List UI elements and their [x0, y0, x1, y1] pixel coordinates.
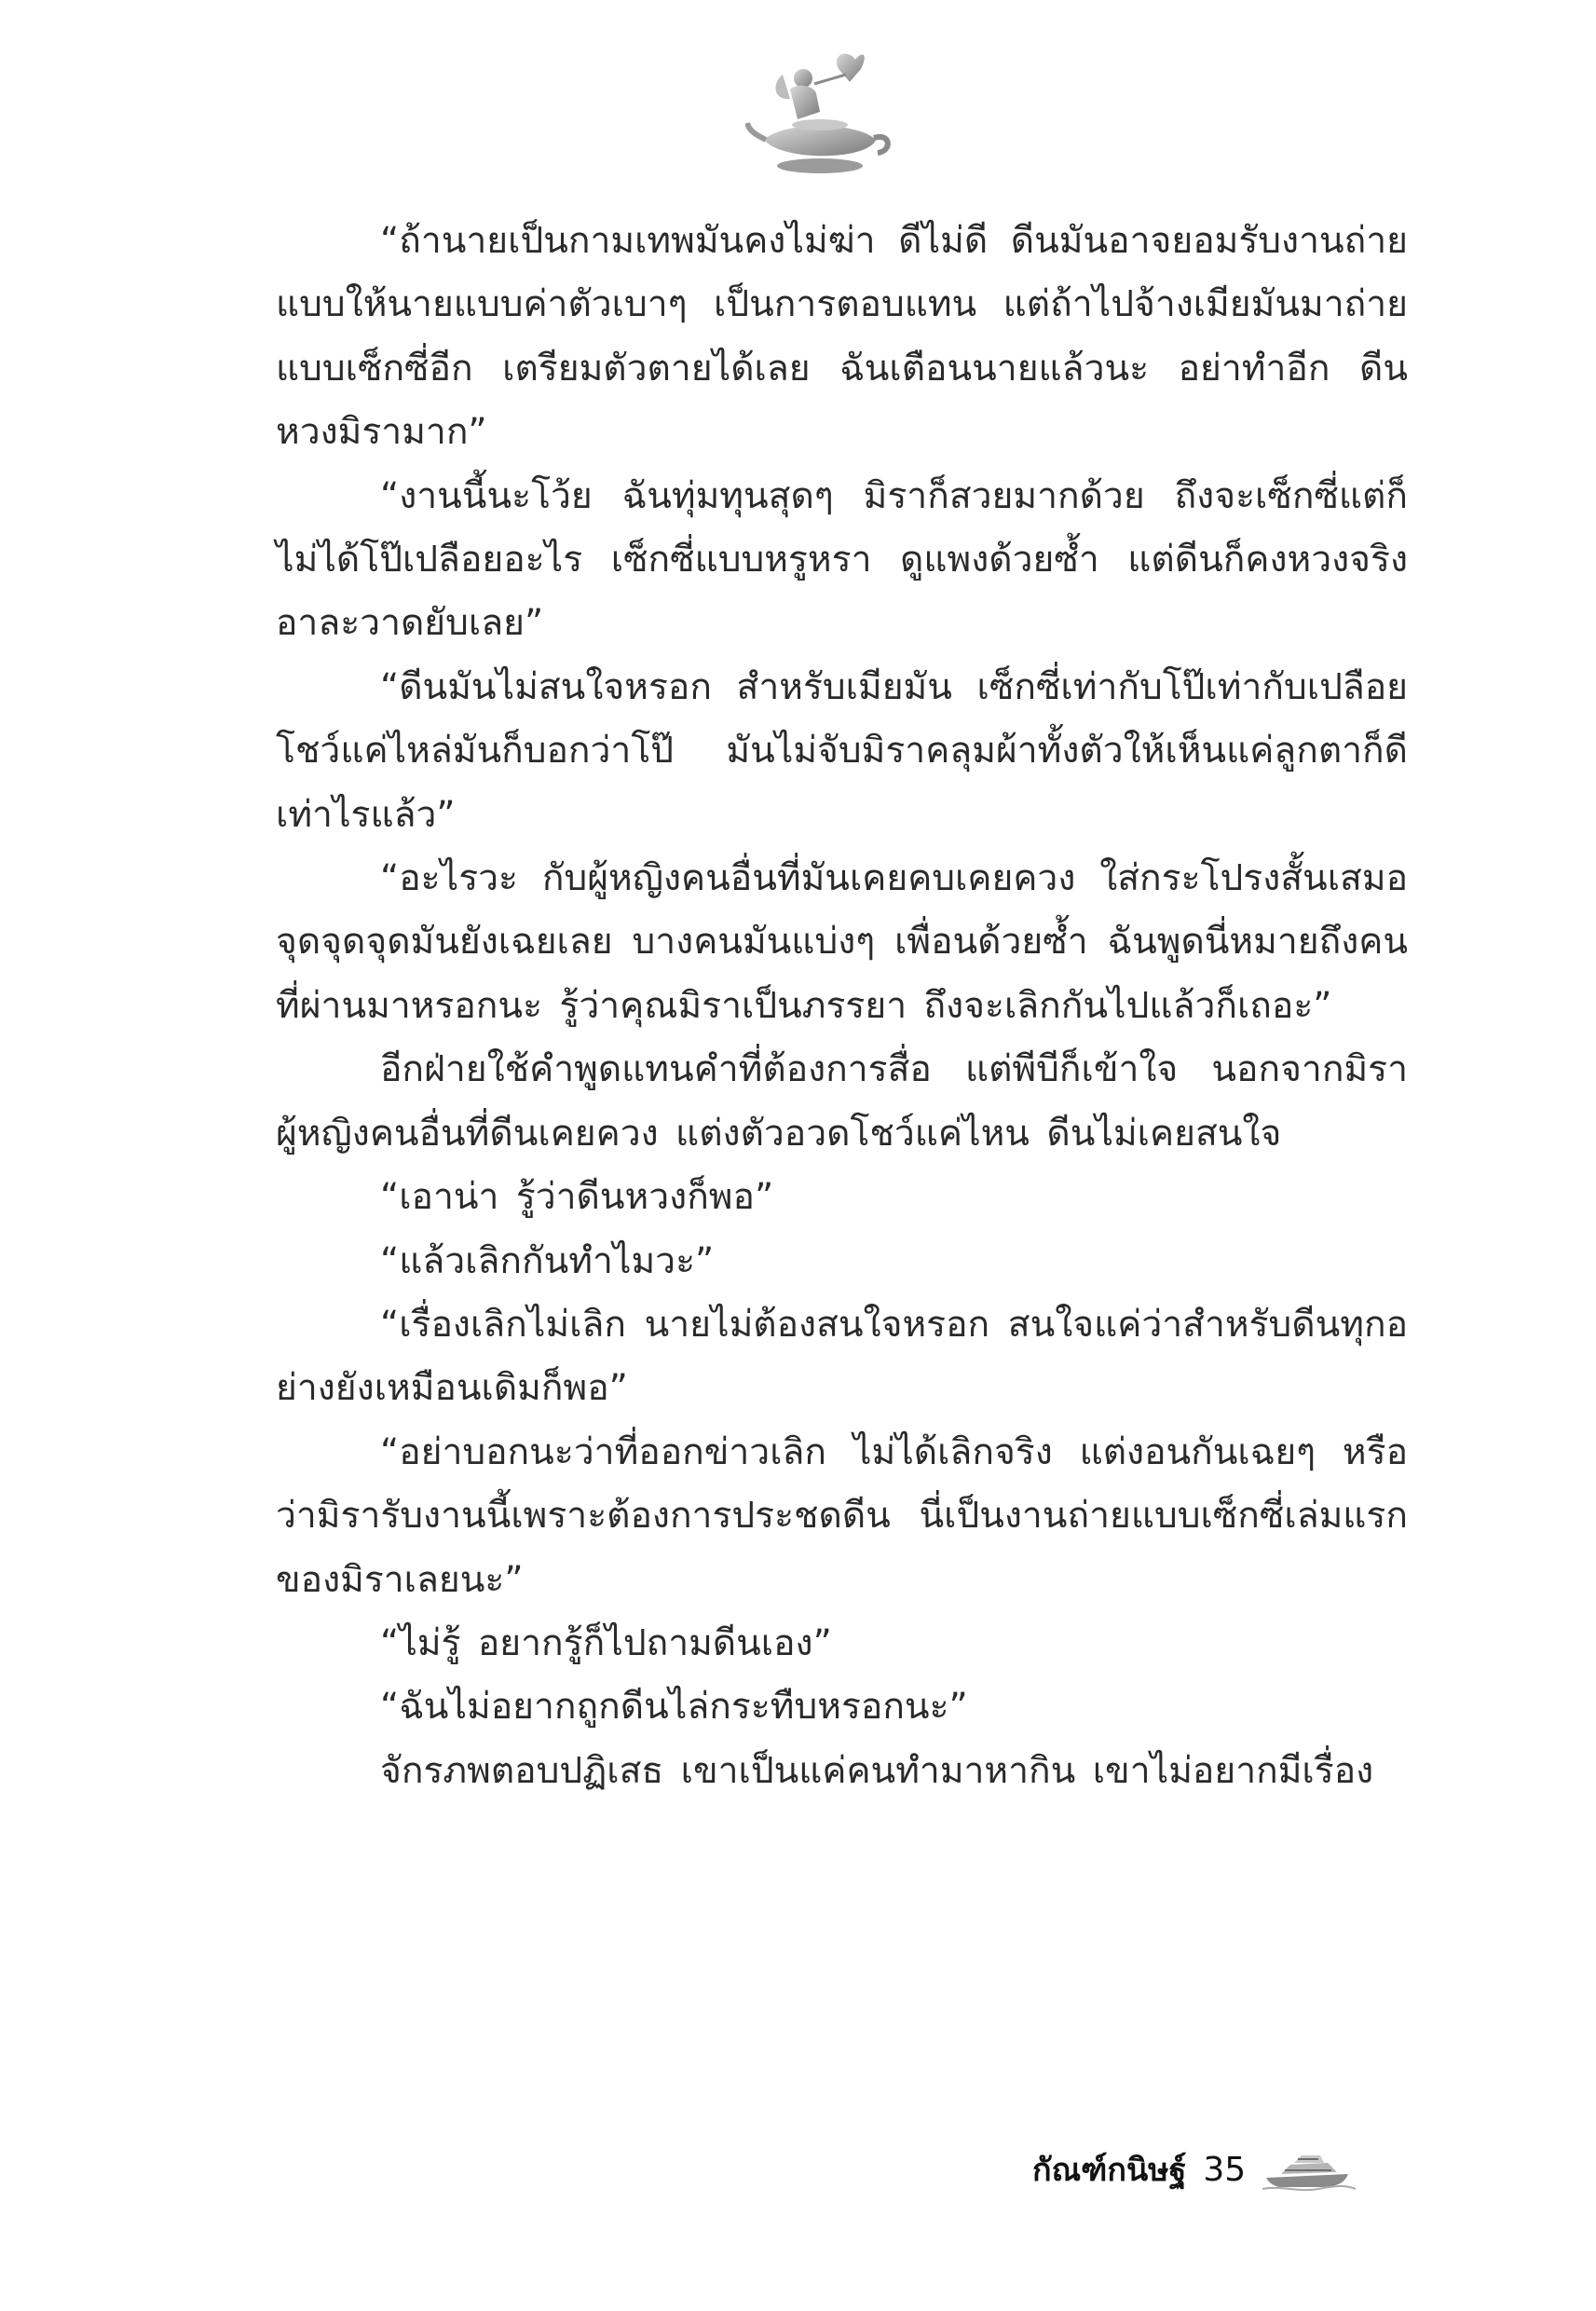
cupid-teapot-icon	[745, 47, 894, 186]
paragraph: “ถ้านายเป็นกามเทพมันคงไม่ฆ่า ดีไม่ดี ดีนมันอาจยอมรับงานถ่ายแบบให้นายแบบค่าตัวเบาๆ เป็นการตอบแทน แต่ถ้าไปจ้างเมียมันมาถ่ายแบบเซ็กซี่อีก เตรียมตัวตายได้เลย ฉันเตือนนายแล้วนะ อย่าทำอีก ดีนหวงมิรามาก”	[276, 220, 1408, 454]
paragraph: “อย่าบอกนะว่าที่ออกข่าวเลิก ไม่ได้เลิกจริง แต่งอนกันเฉยๆ หรือว่ามิรารับงานนี้เพราะต้องการประชดดีน นี่เป็นงานถ่ายแบบเซ็กซี่เล่มแรกของมิราเลยนะ”	[276, 1430, 1408, 1601]
book-title: กัณฑ์กนิษฐ์	[1032, 2152, 1187, 2189]
paragraph: “เรื่องเลิกไม่เลิก นายไม่ต้องสนใจหรอก สนใจแค่ว่าสำหรับดีนทุกอย่างยังเหมือนเดิมก็พอ”	[276, 1303, 1408, 1410]
paragraph: จักรภพตอบปฏิเสธ เขาเป็นแค่คนทำมาหากิน เขาไม่อยากมีเรื่อง	[380, 1749, 1374, 1792]
paragraph: อีกฝ่ายใช้คำพูดแทนคำที่ต้องการสื่อ แต่พีบีก็เข้าใจ นอกจากมิรา ผู้หญิงคนอื่นที่ดีนเคยควง แต่งตัวอวดโชว์แค่ไหน ดีนไม่เคยสนใจ	[276, 1048, 1408, 1155]
page-number: 35	[1203, 2150, 1247, 2189]
page-footer	[1032, 2141, 1424, 2197]
paragraph: “แล้วเลิกกันทำไมวะ”	[380, 1239, 715, 1282]
paragraph: “ฉันไม่อยากถูกดีนไล่กระทืบหรอกนะ”	[380, 1686, 968, 1729]
paragraph: “งานนี้นะโว้ย ฉันทุ่มทุนสุดๆ มิราก็สวยมากด้วย ถึงจะเซ็กซี่แต่ก็ไม่ได้โป๊เปลือยอะไร เซ็กซี่แบบหรูหรา ดูแพงด้วยซ้ำ แต่ดีนก็คงหวงจริง อาละวาดยับเลย”	[276, 474, 1408, 645]
yacht-icon	[1262, 2146, 1356, 2193]
paragraph: “เอาน่า รู้ว่าดีนหวงก็พอ”	[380, 1176, 774, 1219]
paragraph: “อะไรวะ กับผู้หญิงคนอื่นที่มันเคยคบเคยควง ใส่กระโปรงสั้นเสมอจุดจุดจุดมันยังเฉยเลย บางคนมันแบ่งๆ เพื่อนด้วยซ้ำ ฉันพูดนี่หมายถึงคนที่ผ่านมาหรอกนะ รู้ว่าคุณมิราเป็นภรรยา ถึงจะเลิกกันไปแล้วก็เถอะ”	[276, 857, 1408, 1027]
paragraph: “ดีนมันไม่สนใจหรอก สำหรับเมียมัน เซ็กซี่เท่ากับโป๊เท่ากับเปลือย โชว์แค่ไหล่มันก็บอกว่าโป๊ มันไม่จับมิราคลุมผ้าทั้งตัวให้เห็นแค่ลูกตาก็ดีเท่าไรแล้ว”	[276, 665, 1408, 836]
paragraph: “ไม่รู้ อยากรู้ก็ไปถามดีนเอง”	[380, 1621, 832, 1664]
body-text	[276, 210, 1408, 1803]
